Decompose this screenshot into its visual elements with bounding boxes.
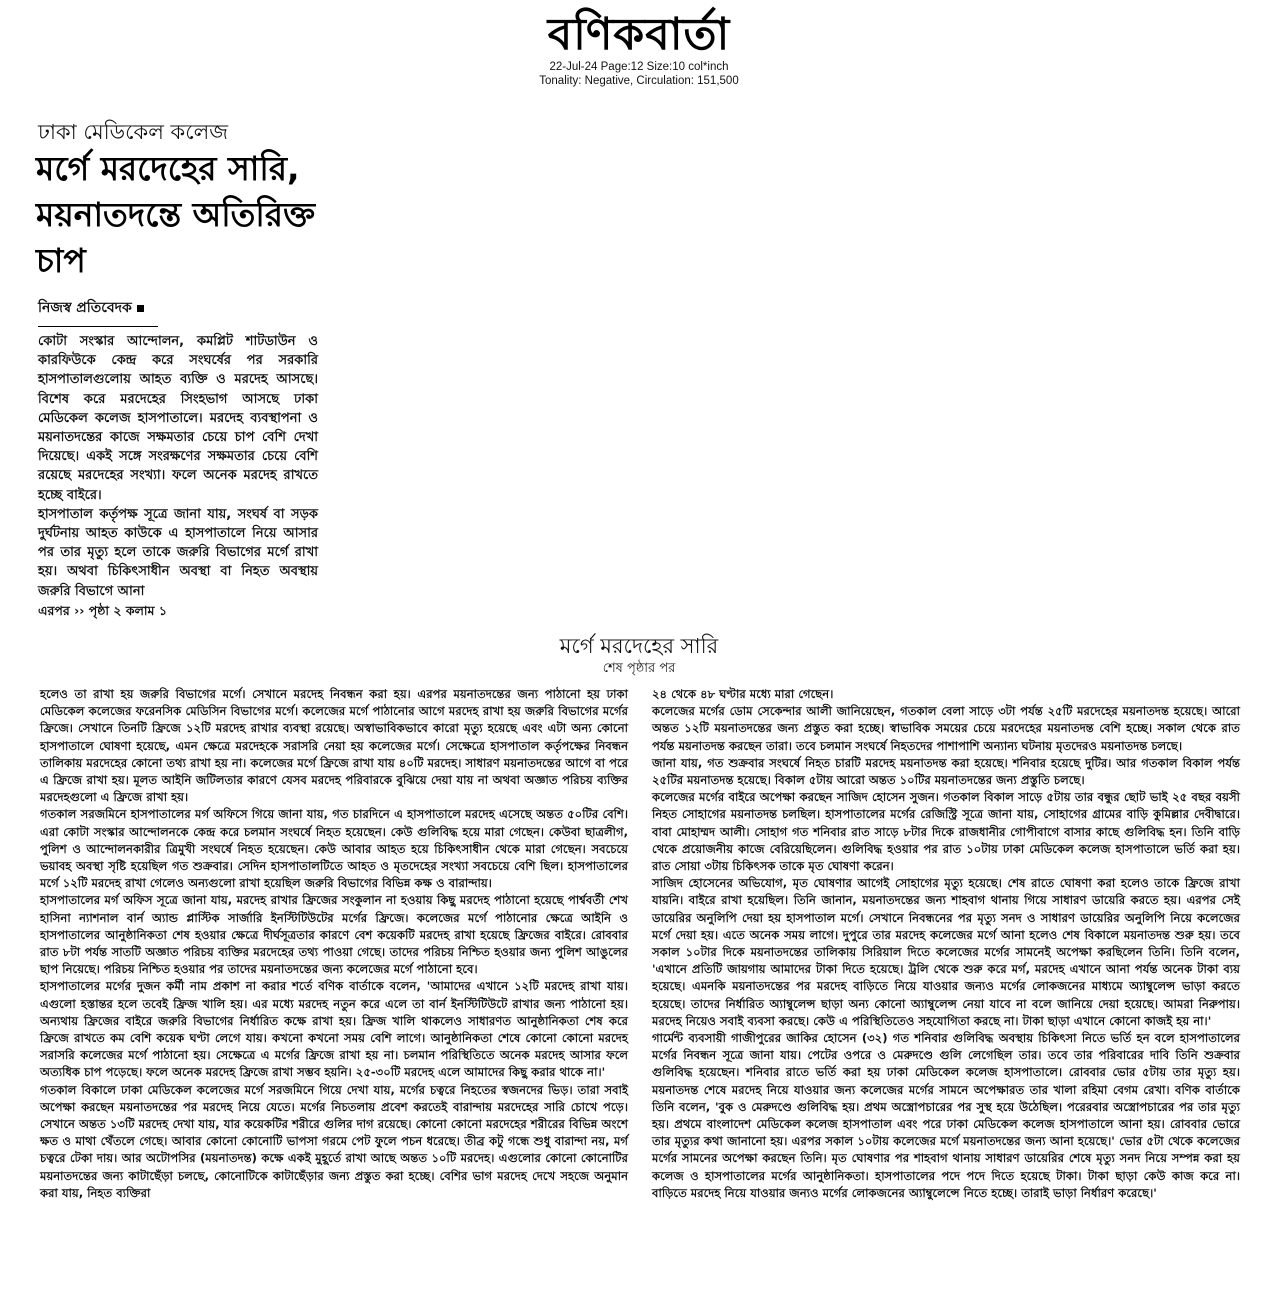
body-paragraph: সাজিদ হোসেনের অভিযোগ, মৃত ঘোষণার আগেই সোহাগের মৃত্যু হয়েছে। শেষ রাতে ঘোষণা করা হলেও তাকে ফ্রিজে রাখা যায়নি। বাইরে রাখা হয়েছিল। তিনি জানান, ময়নাতদন্তের জন্য শাহবাগ থানায় গিয়ে সাধারণ ডায়েরি করতে হয়। এরপর সেই ডায়েরির অনুলিপি দেয়া হয় হাসপাতাল মর্গে। সেখানে নিবন্ধনের পর মৃত্যু সনদ ও সাধারণ ডায়েরির অনুলিপি নিয়ে কলেজের মর্গে দেয়া হয়। এতে অনেক সময় লাগে। দুপুরে তার মরদেহ কলেজের মর্গে আনা হলেও শেষ বিকালে ময়নাতদন্ত শুরু হয়। তবে সকাল ১০টার দিকে ময়নাতদন্তের তালিকায় সিরিয়াল দিতে কলেজের মর্গের সামনেই অপেক্ষা করছিলেন তিনি। তিনি বলেন, 'এখানে প্রতিটি জায়গায় আমাদের টাকা দিতে হয়েছে। ট্রলি থেকে শুরু করে মর্গ, মরদেহ এখানে আনা পর্যন্ত অনেক টাকা ব্যয় হয়েছে। এমনকি ময়নাতদন্তের পর মরদেহ বাড়িতে নিয়ে যাওয়ার জন্যও মর্গের লোকজনের মাধ্যমে অ্যাম্বুলেন্স ভাড়া করতে হয়েছে। তাদের নির্ধারিত অ্যাম্বুলেন্স ছাড়া অন্য কোনো অ্যাম্বুলেন্স নেয়া যাবে না বলে জানিয়ে দেয়া হয়েছে। আমরা নিরুপায়। মরদেহ নিয়েও সবাই ব্যবসা করছে। কেউ এ পরিস্থিতিতেও সহযোগিতা করছে না। টাকা ছাড়া এখানে কোনো কাজই হয় না।' xyxy=(652,876,1240,1028)
square-bullet-icon xyxy=(137,305,144,312)
continued-title: মর্গে মরদেহের সারি xyxy=(559,634,719,658)
continuation-note: এরপর ›› পৃষ্ঠা ২ কলাম ১ xyxy=(38,602,167,618)
body-paragraph: হাসপাতালের মর্গ অফিস সূত্রে জানা যায়, মরদেহ রাখার ফ্রিজের সংকুলান না হওয়ায় কিছু মরদেহ পাঠানো হয়েছে পার্শ্ববর্তী শেখ হাসিনা ন্যাশনাল বার্ন অ্যান্ড প্লাস্টিক সার্জারি ইনস্টিটিউটের মর্গের ফ্রিজে। কলেজের মর্গে পাঠানোর ক্ষেত্রে আইনি ও হাসপাতালের আনুষ্ঠানিকতা শেষ হওয়ার ক্ষেত্রে দীর্ঘসূত্রতার কারণে বেশ কয়েকটি মরদেহ রাখা হয়েছে ফ্রিজের বাইরে। রোববার রাত ৮টা পর্যন্ত সাতটি অজ্ঞাত পরিচয় ব্যক্তির মরদেহের তথ্য পাওয়া গেছে। তাদের পরিচয় নিশ্চিত হওয়ার জন্য পুলিশ আঙুলের ছাপ নিয়েছে। পরিচয় নিশ্চিত হওয়ার পর তাদের ময়নাতদন্তের জন্য কলেজের মর্গে পাঠানো হবে। xyxy=(40,893,628,977)
body-paragraph: জানা যায়, গত শুক্রবার সংঘর্ষে নিহত চারটি মরদেহ ময়নাতদন্ত করা হয়েছে। শনিবার হয়েছে দুটির। আর গতকাল বিকাল পর্যন্ত ২৫টির ময়নাতদন্ত হয়েছে। বিকাল ৫টায় আরো অন্তত ১০টির ময়নাতদন্তের জন্য প্রস্তুতি চলছে। xyxy=(652,755,1240,788)
body-paragraph: ২৪ থেকে ৪৮ ঘণ্টার মধ্যে মারা গেছেন। xyxy=(652,687,834,701)
intro-paragraph: কোটা সংস্কার আন্দোলন, কমপ্লিট শাটডাউন ও কারফিউকে কেন্দ্র করে সংঘর্ষের পর সরকারি হাসপাতালগুলোয় আহত ব্যক্তি ও মরদেহ আসছে। বিশেষ করে মরদেহের সিংহভাগ আসছে ঢাকা মেডিকেল কলেজ হাসপাতালে। মরদেহ ব্যবস্থাপনা ও ময়নাতদন্তের কাজে সক্ষমতার চেয়ে চাপ বেশি দেখা দিয়েছে। একই সঙ্গে সংরক্ষণের সক্ষমতার চেয়ে বেশি রয়েছে মরদেহের সংখ্যা। ফলে অনেক মরদেহ রাখতে হচ্ছে বাইরে। xyxy=(38,334,318,503)
body-paragraph: কলেজের মর্গের বাইরে অপেক্ষা করছেন সাজিদ হোসেন সুজন। গতকাল বিকাল সাড়ে ৫টায় তার বন্ধুর ছোট ভাই ২৫ বছর বয়সী নিহত সোহাগের ময়নাতদন্ত চলছিল। হাসপাতালের মর্গের রেজিস্ট্রি সূত্রে জানা যায়, সোহাগের গ্রামের বাড়ি কুমিল্লার দেবীদ্বারে। বাবা মোহাম্মদ আলী। সোহাগ গত শনিবার রাত সাড়ে ৮টার দিকে রাজধানীর গোপীবাগে বাসার কাছে গুলিবিদ্ধ হন। তিনি বাড়ি থেকে প্রয়োজনীয় কাজে বেরিয়েছিলেন। গুলিবিদ্ধ হওয়ার পর রাত ১০টায় ঢাকা মেডিকেল কলেজ হাসপাতালে ভর্তি করা হয়। রাত সোয়া ৩টায় চিকিৎসক তাকে মৃত ঘোষণা করেন। xyxy=(652,790,1240,874)
continued-subtitle: শেষ পৃষ্ঠার পর xyxy=(602,661,676,676)
continued-section-header xyxy=(0,632,1278,678)
body-paragraph: গতকাল সরজমিনে হাসপাতালের মর্গ অফিসে গিয়ে জানা যায়, গত চারদিনে এ হাসপাতালে মরদেহ এসেছে অন্তত ৫০টির বেশি। এরা কোটা সংস্কার আন্দোলনকে কেন্দ্র করে চলমান সংঘর্ষে নিহত হয়েছেন। কেউ গুলিবিদ্ধ হয়ে মারা গেছেন। কেউবা ছাত্রলীগ, পুলিশ ও আন্দোলনকারীর ত্রিমুখী সংঘর্ষে নিহত হয়েছেন। কেউ আবার আহত হয়ে চিকিৎসাধীন থেকে মারা গেছেন। সবচেয়ে ভয়াবহ অবস্থা সৃষ্টি হয়েছিল গত শুক্রবার। সেদিন হাসপাতালটিতে আহত ও মৃতদেহের সংখ্যা সবচেয়ে বেশি ছিল। হাসপাতালের মর্গে ১২টি মরদেহ রাখা গেলেও অন্যগুলো রাখা হয়েছিল জরুরি বিভাগের বিভিন্ন কক্ষ ও বারান্দায়। xyxy=(40,807,628,891)
body-paragraph: হাসপাতালের মর্গের দুজন কর্মী নাম প্রকাশ না করার শর্তে বণিক বার্তাকে বলেন, 'আমাদের এখানে ১২টি মরদেহ রাখা যায়। এগুলো হস্তান্তর হলে তবেই ফ্রিজ খালি হয়। এর মধ্যে মরদেহ নতুন করে এলে তা বার্ন ইনস্টিটিউটে রাখার জন্য পাঠানো হয়। অন্যথায় ফ্রিজের বাইরে জরুরি বিভাগের নির্ধারিত কক্ষে রাখা হয়। ফ্রিজ খালি থাকলেও সাধারণত আনুষ্ঠানিকতা শেষ করে ফ্রিজে রাখতে কম বেশি কয়েক ঘণ্টা লেগে যায়। কখনো কখনো সময় বেশি লাগে। আনুষ্ঠানিকতা শেষে কোনো কোনো মরদেহ সরাসরি কলেজের মর্গে পাঠানো হয়। সেক্ষেত্রে এ মর্গের ফ্রিজে রাখা হয় না। চলমান পরিস্থিতিতে অনেক মরদেহ আসার ফলে অত্যধিক চাপ পড়েছে। ফলে অনেক মরদেহ ফ্রিজে রাখা সম্ভব হয়নি। ২৫-৩০টি মরদেহ এলে আমাদের কিছু করার থাকে না।' xyxy=(40,979,628,1080)
body-paragraph: গতকাল বিকালে ঢাকা মেডিকেল কলেজের মর্গে সরজমিনে গিয়ে দেখা যায়, মর্গের চত্বরে নিহতের স্বজনদের ভিড়। তারা সবাই অপেক্ষা করছেন ময়নাতদন্তের পর মরদেহ নিয়ে যেতে। মর্গের নিচতলায় প্রবেশ করতেই বারান্দায় মরদেহের সারি চোখে পড়ে। সেখানে অন্তত ১৩টি মরদেহ দেখা যায়, যার কয়েকটির শরীরে গুলির দাগ রয়েছে। কোনো কোনো মরদেহের শরীরের বিভিন্ন অংশে ক্ষত ও মাথা থেঁতলে গেছে। আবার কোনো কোনোটি ভাপসা গরমে পেট ফুলে পচন ধরেছে। তীব্র কটু গন্ধে শুধু বারান্দা নয়, মর্গ চত্বরে টেকা দায়। আর অটোপসির (ময়নাতদন্ত) কক্ষে একই মুহূর্তে রাখা আছে অন্তত ১০টি মরদেহ। এগুলোর কোনো কোনোটির ময়নাতদন্তের জন্য কাটাছেঁড়া চলছে, কোনোটিকে কাটাছেঁড়ার জন্য প্রস্তুত করা হচ্ছে। বেশির ভাগ মরদেহ দেখে সহজে অনুমান করা যায়, নিহত ব্যক্তিরা xyxy=(40,1082,628,1200)
article-kicker: ঢাকা মেডিকেল কলেজ xyxy=(38,120,229,144)
body-paragraph: হলেও তা রাখা হয় জরুরি বিভাগের মর্গে। সেখানে মরদেহ নিবন্ধন করা হয়। এরপর ময়নাতদন্তের জন্য পাঠানো হয় ঢাকা মেডিকেল কলেজের ফরেনসিক মেডিসিন বিভাগের মর্গে। কলেজের মর্গে পাঠানোর আগে মরদেহ রাখা হয় জরুরি বিভাগের মর্গের ফ্রিজে। সেখানে তিনটি ফ্রিজে ১২টি মরদেহ রাখার ব্যবস্থা রয়েছে। অস্বাভাবিকভাবে কারো মৃত্যু হয়েছে এবং এটা অন্য কোনো হাসপাতালে ঘোষণা হয়েছে, এমন ক্ষেত্রে মরদেহকে সরাসরি নেয়া হয় কলেজের মর্গে। সেক্ষেত্রে হাসপাতাল কর্তৃপক্ষের নিবন্ধন তালিকায় মরদেহের কোনো তথ্য রাখা হয় না। কলেজের মর্গে ফ্রিজে রাখা যায় ৪০টি মরদেহ। সাধারণ ময়নাতদন্তের আগে বা পরে এ ফ্রিজে রাখা হয়। মূলত আইনি জটিলতার কারণে যেসব মরদেহ পরিবারকে বুঝিয়ে দেয়া যায় না অথবা অজ্ঞাত পরিচয় ব্যক্তির মরদেহগুলো এ ফ্রিজে রাখা হয়। xyxy=(40,687,628,805)
masthead xyxy=(0,10,1278,88)
article-headline: মর্গে মরদেহের সারি, ময়নাতদন্তে অতিরিক্ত চাপ xyxy=(36,149,316,280)
intro-paragraph: হাসপাতাল কর্তৃপক্ষ সূত্রে জানা যায়, সংঘর্ষ বা সড়ক দুর্ঘটনায় আহত কাউকে এ হাসপাতালে নিয়ে আসার পর তার মৃত্যু হলে তাকে জরুরি বিভাগের মর্গে রাখা হয়। অথবা চিকিৎসাধীন অবস্থা বা নিহত অবস্থায় জরুরি বিভাগে আনা xyxy=(38,506,318,599)
clipping-meta-line: 22-Jul-24 Page:12 Size:10 col*inch xyxy=(549,61,729,73)
body-paragraph: কলেজের মর্গের ডোম সেকেন্দার আলী জানিয়েছেন, গতকাল বেলা সাড়ে ৩টা পর্যন্ত ২৫টি মরদেহের ময়নাতদন্ত হয়েছে। আরো অন্তত ১২টি ময়নাতদন্তের জন্য প্রস্তুত করা হচ্ছে। স্বাভাবিক সময়ের চেয়ে মরদেহের ময়নাতদন্ত বেশি হচ্ছে। সকাল থেকে রাত পর্যন্ত ময়নাতদন্ত করছেন তারা। তবে চলমান সংঘর্ষে নিহতদের পাশাপাশি অন্যান্য ঘটনায় মৃতদেরও ময়নাতদন্ত চলছে। xyxy=(652,704,1240,753)
newspaper-logo: বণিকবার্তা xyxy=(547,9,731,60)
byline xyxy=(38,296,158,327)
body-column-left xyxy=(40,686,628,1202)
clipping-tonality-line: Tonality: Negative, Circulation: 151,500 xyxy=(539,75,739,87)
byline-text: নিজস্ব প্রতিবেদক xyxy=(38,300,132,316)
body-paragraph: গার্মেন্ট ব্যবসায়ী গাজীপুরের জাকির হোসেন (৩২) গত শনিবার গুলিবিদ্ধ অবস্থায় চিকিৎসা নিতে ভর্তি হন বলে হাসপাতালের মর্গের নিবন্ধন সূত্রে জানা যায়। পেটের ওপরে ও মেরুদণ্ডে গুলি লেগেছিল তার। তবে তার পরিবারের দাবি তিনি শুক্রবার গুলিবিদ্ধ হয়েছেন। শনিবার রাতে ভর্তি করা হয় ঢাকা মেডিকেল কলেজ হাসপাতালে। রোববার ভোর ৫টায় তার মৃত্যু হয়। ময়নাতদন্ত শেষে মরদেহ নিয়ে যাওয়ার জন্য কলেজের মর্গের সামনে অপেক্ষারত তার খালা রহিমা বেগম রেখা। বণিক বার্তাকে তিনি বলেন, 'বুক ও মেরুদণ্ডে গুলিবিদ্ধ হয়। প্রথম অস্ত্রোপচারের পর সুস্থ হয়ে উঠেছিল। পরেরবার অস্ত্রোপচারের পর তার মৃত্যু হয়। প্রথমে বাংলাদেশ মেডিকেল কলেজ হাসপাতাল এবং পরে ঢাকা মেডিকেল কলেজ হাসপাতালে আনা হয়। রোববার ভোরে তার মৃত্যুর কথা জানানো হয়। এরপর সকাল ১০টায় কলেজের মর্গে ময়নাতদন্তের জন্য আনা হয়েছে।' ভোর ৫টা থেকে কলেজের মর্গের সামনের অপেক্ষা করছেন তিনি। মৃত ঘোষণার পর শাহবাগ থানায় সাধারণ ডায়েরির শেষে মৃত্যু সনদ নিয়ে সম্পন্ন করা হয় কলেজ ও হাসপাতালের মর্গের আনুষ্ঠানিকতা। হাসপাতালের পদে পদে দিতে হয়েছে টাকা। টাকা ছাড়া কেউ কাজ করে না। বাড়িতে মরদেহ নিয়ে যাওয়ার জন্যও মর্গের লোকজনের অ্যাম্বুলেন্সে নিতে হচ্ছে। তারাই ভাড়া নির্ধারণ করেছে।' xyxy=(652,1031,1240,1200)
article-intro xyxy=(38,332,318,620)
body-column-right xyxy=(652,686,1240,1202)
